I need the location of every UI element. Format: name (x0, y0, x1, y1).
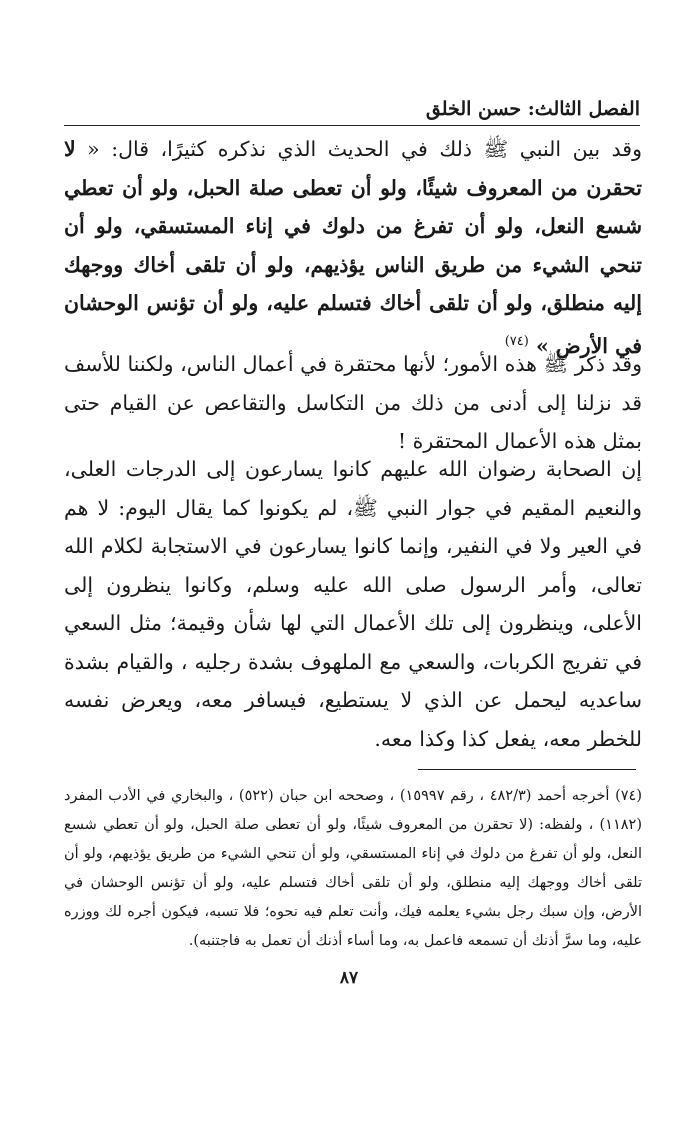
paragraph-companions: إن الصحابة رضوان الله عليهم كانوا يسارعون إلى الدرجات العلى، والنعيم المقيم في جوار النبي ﷺ، لم يكونوا كما يقال اليوم: لا هم في العير ولا في النفير، وإنما كانوا يسارعون في الاستجابة لكلام الله تعالى، وأمر الرسول صلى الله عليه وسلم، وكانوا ينظرون إلى الأعلى، وينظرون إلى تلك الأعمال التي لها شأن وقيمة؛ مثل السعي في تفريج الكربات، والسعي مع الملهوف بشدة رجليه ، والقيام بشدة ساعديه ليحمل عن الذي لا يستطيع، فيسافر معه، ويعرض نفسه للخطر معه، يفعل كذا وكذا معه. (64, 457, 642, 751)
hadith-text: لا تحقرن من المعروف شيئًا، ولو أن تعطى صلة الحبل، ولو أن تعطي شسع النعل، ولو أن تفرغ من دلوك في إناء المستسقي، ولو أن تنحي الشيء من طريق الناس يؤذيهم، ولو أن تلقى أخاك ووجهك إليه منطلق، ولو أن تلقى أخاك فتسلم عليه، ولو أن تؤنس الوحشان في الأرض » (64, 137, 642, 358)
footnote: (٧٤) أخرجه أحمد (٤٨٢/٣ ، رقم ١٥٩٩٧) ، وصححه ابن حبان (٥٢٢) ، والبخاري في الأدب المفرد (١١٨٢) ، ولفظه: (لا تحقرن من المعروف شيئًا، ولو أن تعطى صلة الحبل، ولو أن تعطي شسع النعل، ولو أن تفرغ من دلوك في إناء المستسقي، ولو أن تنحي الشيء من طريق يؤذيهم، ولو أن تلقى أخاك ووجهك إليه منطلق، ولو أن تلقى أخاك فتسلم عليه، ولو أن تؤنس الوحشان في الأرض، وإن سبك رجل بشيء يعلمه فيك، وأنت تعلم فيه نحوه؛ فلا تسبه، فيكون أجره لك ووزره عليه، وما سرَّ أذنك أن تسمعه فاعمل به، وما أساء أذنك أن تعمل به فاجتنبه). (64, 788, 642, 949)
paragraph-hadith (64, 130, 642, 365)
footnote-reference[interactable]: (٧٤) (504, 333, 529, 349)
running-header (64, 97, 640, 126)
footnote-divider (418, 769, 636, 770)
chapter-title: الفصل الثالث: حسن الخلق (418, 97, 640, 121)
paragraph-commentary: وقد ذكر ﷺ هذه الأمور؛ لأنها محتقرة في أعمال الناس، ولكننا للأسف قد نزلنا إلى أدنى من ذلك من التكاسل والتقاعص عن القيام حتى بمثل هذه الأعمال المحتقرة ! (64, 352, 642, 453)
page-number: ٨٧ (339, 968, 359, 988)
paragraph-intro: وقد بين النبي ﷺ ذلك في الحديث الذي نذكره كثيرًا، قال: « (75, 137, 642, 161)
